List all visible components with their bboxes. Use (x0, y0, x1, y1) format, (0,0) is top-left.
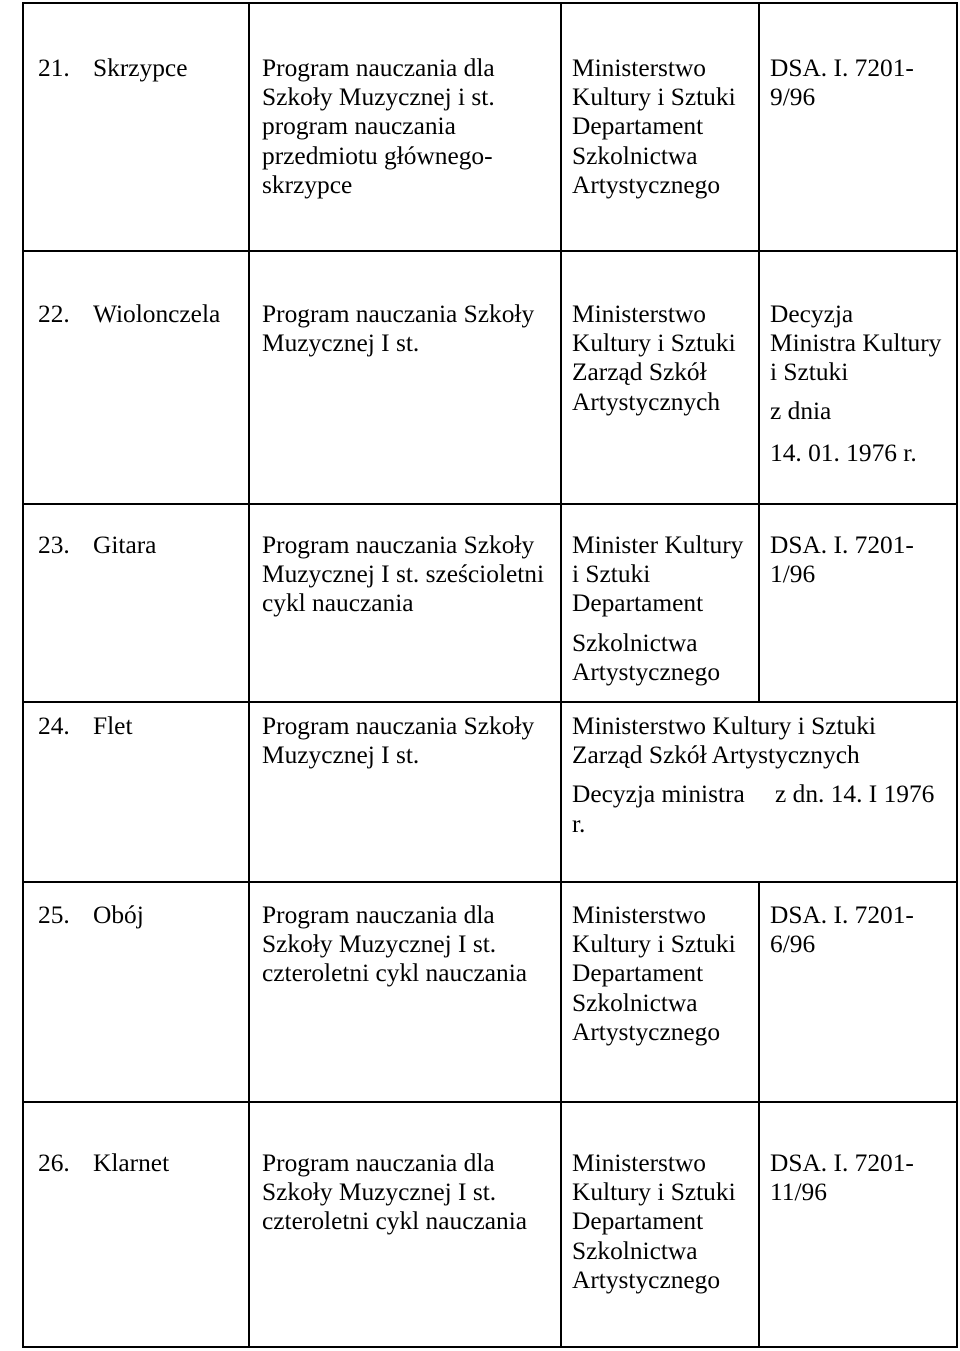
program-line: Szkoły Muzycznej I st. (262, 930, 497, 959)
column-divider (248, 1103, 250, 1346)
column-divider (758, 252, 760, 503)
program-line: Muzycznej I st. (262, 741, 420, 770)
column-divider (560, 505, 562, 701)
authority-line: Kultury i Sztuki (572, 1178, 736, 1207)
authority-cell (572, 54, 736, 200)
authority-line: Szkolnictwa (572, 628, 698, 657)
column-divider (560, 883, 562, 1101)
program-line: Program nauczania Szkoły (262, 300, 535, 328)
table-row (22, 1101, 958, 1348)
reference-line: DSA. I. 7201- (770, 901, 914, 929)
program-cell (262, 1149, 527, 1237)
column-divider (248, 252, 250, 503)
instrument-name: Wiolonczela (93, 300, 221, 328)
authority-line: Departament (572, 112, 704, 141)
authority-line: i Sztuki (572, 560, 651, 589)
reference-cell (770, 531, 914, 589)
authority-line: Artystycznego (572, 1265, 721, 1294)
program-line: Muzycznej I st. (262, 329, 420, 358)
authority-line: Ministerstwo (572, 300, 707, 328)
program-line: Program nauczania dla (262, 1149, 495, 1177)
program-cell (262, 54, 495, 200)
authority-cell (572, 901, 736, 1047)
program-line: czteroletni cykl nauczania (262, 1207, 528, 1236)
reference-line: i Sztuki (770, 358, 849, 387)
reference-line: Decyzja (770, 300, 854, 328)
column-divider (560, 252, 562, 503)
instrument-name: Skrzypce (93, 54, 188, 82)
authority-cell (572, 531, 743, 687)
decision-line (572, 780, 934, 809)
authority-line: Artystycznego (572, 657, 721, 686)
instrument-name: Flet (93, 712, 133, 740)
program-cell (262, 712, 534, 770)
row-number: 21. (38, 54, 70, 82)
reference-cell (770, 901, 914, 959)
column-divider (758, 1103, 760, 1346)
table-row (22, 503, 958, 703)
column-divider (560, 703, 562, 881)
authority-line: Ministerstwo (572, 54, 707, 82)
program-line: Muzycznej I st. sześcioletni (262, 560, 545, 589)
row-number: 23. (38, 531, 70, 559)
authority-line: Ministerstwo (572, 1149, 707, 1177)
reference-line: DSA. I. 7201- (770, 531, 914, 559)
program-line: Program nauczania Szkoły (262, 712, 535, 740)
column-divider (560, 4, 562, 250)
instrument-name: Gitara (93, 531, 157, 559)
authority-line: Departament (572, 959, 704, 988)
reference-line: 14. 01. 1976 r. (770, 438, 917, 467)
authority-reference-merged-cell (572, 712, 934, 839)
authority-line: Departament (572, 1207, 704, 1236)
authority-line: Zarząd Szkół Artystycznych (572, 741, 860, 770)
authority-line: Ministerstwo Kultury i Sztuki (572, 712, 876, 740)
authority-line: Artystycznego (572, 170, 721, 199)
reference-line: 11/96 (770, 1178, 827, 1207)
column-divider (248, 4, 250, 250)
authority-line: Szkolnictwa (572, 988, 698, 1017)
column-divider (560, 1103, 562, 1346)
column-divider (248, 703, 250, 881)
program-line: Program nauczania dla (262, 901, 495, 929)
authority-line: Kultury i Sztuki (572, 329, 736, 358)
authority-line: Kultury i Sztuki (572, 930, 736, 959)
authority-line: Zarząd Szkół (572, 358, 707, 387)
column-divider (758, 4, 760, 250)
program-line: Szkoły Muzycznej i st. (262, 83, 495, 112)
table-row (22, 250, 958, 505)
reference-line: z dnia (770, 396, 832, 425)
authority-cell (572, 300, 736, 417)
program-line: Szkoły Muzycznej I st. (262, 1178, 497, 1207)
authority-line: Minister Kultury (572, 531, 744, 559)
decision-line-continuation: r. (572, 809, 586, 838)
program-cell (262, 901, 527, 989)
column-divider (758, 883, 760, 1101)
decision-date: z dn. 14. I 1976 (775, 780, 935, 809)
instrument-name: Klarnet (93, 1149, 170, 1177)
reference-line: DSA. I. 7201- (770, 1149, 914, 1177)
program-line: czteroletni cykl nauczania (262, 959, 528, 988)
program-line: przedmiotu głównego- (262, 141, 493, 170)
column-divider (248, 505, 250, 701)
reference-line: DSA. I. 7201- (770, 54, 914, 82)
authority-line: Szkolnictwa (572, 141, 698, 170)
column-divider (758, 505, 760, 701)
authority-line: Artystycznego (572, 1017, 721, 1046)
reference-line: 9/96 (770, 83, 816, 112)
reference-cell (770, 300, 941, 468)
instrument-name: Obój (93, 901, 144, 929)
row-number: 24. (38, 712, 70, 740)
table-row (22, 701, 958, 883)
program-line: Program nauczania Szkoły (262, 531, 535, 559)
authority-line: Kultury i Sztuki (572, 83, 736, 112)
program-line: Program nauczania dla (262, 54, 495, 82)
column-divider (248, 883, 250, 1101)
reference-line: 1/96 (770, 560, 816, 589)
authority-line: Ministerstwo (572, 901, 707, 929)
row-number: 25. (38, 901, 70, 929)
row-number: 26. (38, 1149, 70, 1177)
reference-cell (770, 54, 914, 112)
reference-line: Ministra Kultury (770, 329, 942, 358)
table-row (22, 881, 958, 1103)
row-number: 22. (38, 300, 70, 328)
program-line: skrzypce (262, 170, 353, 199)
program-cell (262, 531, 544, 619)
program-line: program nauczania (262, 112, 456, 141)
program-line: cykl nauczania (262, 589, 414, 618)
reference-cell (770, 1149, 914, 1207)
authority-line: Departament (572, 589, 704, 618)
decision-text: Decyzja ministra (572, 780, 745, 809)
reference-line: 6/96 (770, 930, 816, 959)
program-cell (262, 300, 534, 358)
authority-cell (572, 1149, 736, 1295)
table-row (22, 2, 958, 252)
authority-line: Szkolnictwa (572, 1236, 698, 1265)
authority-line: Artystycznych (572, 387, 721, 416)
